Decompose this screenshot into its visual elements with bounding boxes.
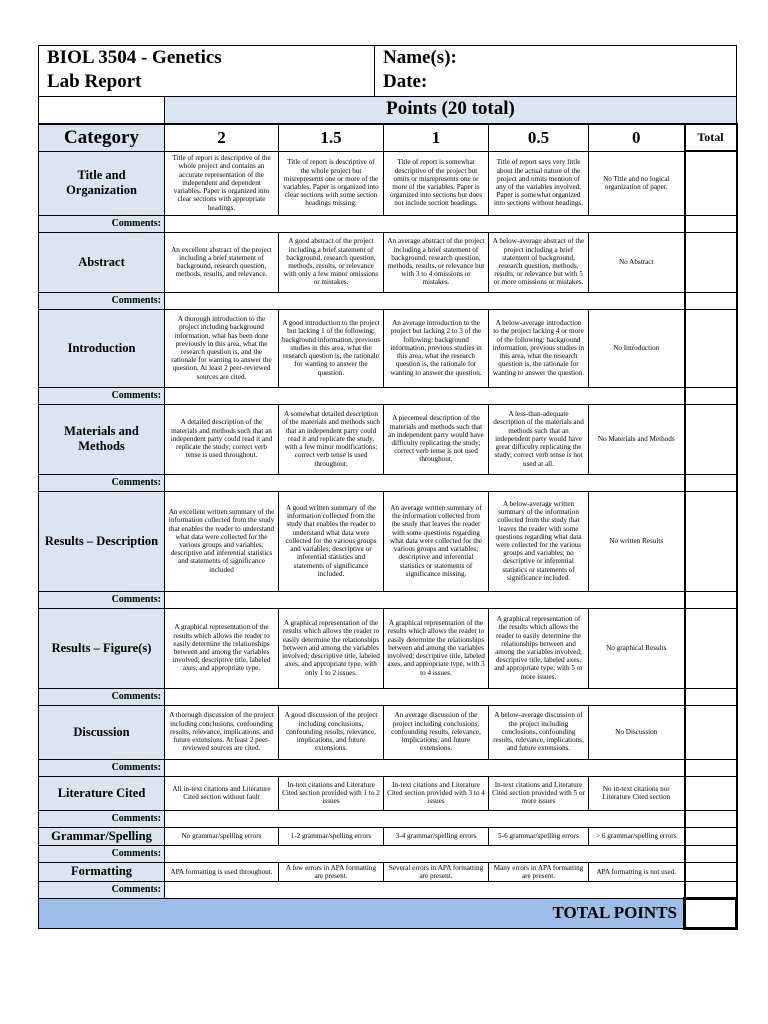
comments-field[interactable]	[165, 881, 685, 898]
points-header-blank	[39, 97, 165, 124]
comments-total-cell	[685, 845, 737, 862]
comments-row	[39, 215, 737, 232]
name-date-cell	[375, 46, 737, 97]
rubric-row	[39, 232, 737, 292]
comments-row	[39, 474, 737, 491]
comments-field[interactable]	[165, 215, 685, 232]
category-label: Materials and Methods	[39, 404, 165, 474]
row-total-cell[interactable]	[685, 827, 737, 845]
row-total-cell[interactable]	[685, 608, 737, 688]
category-label: Title and Organization	[39, 151, 165, 215]
rubric-row	[39, 404, 737, 474]
comments-label: Comments:	[39, 387, 165, 404]
comments-field[interactable]	[165, 845, 685, 862]
category-label: Formatting	[39, 862, 165, 881]
rubric-row	[39, 491, 737, 591]
comments-row	[39, 591, 737, 608]
points-1-5-header: 1.5	[279, 124, 384, 151]
rubric-row	[39, 776, 737, 810]
points-0-header: 0	[589, 124, 685, 151]
criteria-0: No Title and no logical organization of paper.	[589, 151, 685, 215]
total-points-box[interactable]	[685, 898, 737, 928]
criteria-0-5: A below-average discussion of the project including conclusions, confounding results, relevance, implications, and future extensions.	[489, 705, 589, 759]
criteria-0-5: 5-6 grammar/spelling errors	[489, 827, 589, 845]
criteria-0: No Discussion	[589, 705, 685, 759]
points-1-header: 1	[384, 124, 489, 151]
criteria-0: No in-text citations nor Literature Cited section	[589, 776, 685, 810]
criteria-1-5: In-text citations and Literature Cited section provided with 1 to 2 issues	[279, 776, 384, 810]
criteria-1: A piecemeal description of the materials and methods such that an independent party would have difficulty replicating the study; correct verb tense is not used throughout.	[384, 404, 489, 474]
criteria-1: Several errors in APA formatting are present.	[384, 862, 489, 881]
total-header: Total	[685, 124, 737, 151]
category-label: Results – Description	[39, 491, 165, 591]
category-label: Introduction	[39, 309, 165, 387]
comments-field[interactable]	[165, 591, 685, 608]
comments-total-cell	[685, 759, 737, 776]
row-total-cell[interactable]	[685, 776, 737, 810]
category-label: Abstract	[39, 232, 165, 292]
comments-total-cell	[685, 474, 737, 491]
rubric-row	[39, 862, 737, 881]
rubric-row	[39, 705, 737, 759]
comments-field[interactable]	[165, 688, 685, 705]
total-points-label: TOTAL POINTS	[39, 898, 685, 928]
row-total-cell[interactable]	[685, 705, 737, 759]
comments-label: Comments:	[39, 591, 165, 608]
criteria-2: No grammar/spelling errors	[165, 827, 279, 845]
criteria-0-5: A below-average abstract of the project including a brief statement of background, research question, methods, results, or relevance but with 5 or more omissions or mistakes.	[489, 232, 589, 292]
category-header: Category	[39, 124, 165, 151]
category-label: Grammar/Spelling	[39, 827, 165, 845]
criteria-1-5: A good introduction to the project but lacking 1 of the following: background information, previous studies in this area, what the research question is, the rationale for wanting to answer the question.	[279, 309, 384, 387]
category-label: Results – Figure(s)	[39, 608, 165, 688]
category-label: Literature Cited	[39, 776, 165, 810]
criteria-2: A detailed description of the materials and methods such that an independent party could read it and replicate the study; correct verb tense is used throughout.	[165, 404, 279, 474]
criteria-0-5: A below-average written summary of the information collected from the study that leaves the reader with some questions regarding what data were collected for the various groups and variables; no descriptive or inferential statistics or statements of significance included.	[489, 491, 589, 591]
comments-field[interactable]	[165, 759, 685, 776]
criteria-1: Title of report is somewhat descriptive of the project but omits or misrepresents one or more of the variables. Paper is organized into sections but does not include section headings.	[384, 151, 489, 215]
points-2-header: 2	[165, 124, 279, 151]
comments-row	[39, 845, 737, 862]
comments-label: Comments:	[39, 215, 165, 232]
criteria-0: No Abstract	[589, 232, 685, 292]
comments-field[interactable]	[165, 387, 685, 404]
rubric-page	[38, 45, 736, 930]
row-total-cell[interactable]	[685, 232, 737, 292]
criteria-0: No Materials and Methods	[589, 404, 685, 474]
criteria-1: An average abstract of the project including a brief statement of background, research question, methods, results, or relevance but with 3 to 4 omissions or mistakes.	[384, 232, 489, 292]
category-label: Discussion	[39, 705, 165, 759]
points-total-label: Points (20 total)	[165, 97, 737, 124]
date-label: Date:	[383, 71, 428, 92]
criteria-1-5: A few errors in APA formatting are present.	[279, 862, 384, 881]
criteria-1-5: 1-2 grammar/spelling errors	[279, 827, 384, 845]
comments-total-cell	[685, 688, 737, 705]
rubric-row	[39, 827, 737, 845]
comments-total-cell	[685, 810, 737, 827]
comments-row	[39, 292, 737, 309]
comments-field[interactable]	[165, 292, 685, 309]
row-total-cell[interactable]	[685, 151, 737, 215]
criteria-1-5: A good discussion of the project including conclusions, confounding results, relevance, implications, and future extensions.	[279, 705, 384, 759]
criteria-0-5: Title of report says very little about the actual nature of the project and omits mention of any of the variables involved. Paper is somewhat organized into sections without headings.	[489, 151, 589, 215]
criteria-0-5: A below-average introduction to the project lacking 4 or more of the following: background information, previous studies in this area, what the research question is, the rationale for wanting to answer the question.	[489, 309, 589, 387]
comments-field[interactable]	[165, 810, 685, 827]
comments-total-cell	[685, 591, 737, 608]
comments-row	[39, 881, 737, 898]
rubric-body	[39, 151, 737, 898]
criteria-0-5: Many errors in APA formatting are present.	[489, 862, 589, 881]
comments-row	[39, 810, 737, 827]
comments-total-cell	[685, 387, 737, 404]
header-table	[38, 45, 737, 97]
comments-row	[39, 759, 737, 776]
course-title-line1: BIOL 3504 - Genetics	[47, 47, 222, 68]
row-total-cell[interactable]	[685, 309, 737, 387]
rubric-row	[39, 608, 737, 688]
comments-row	[39, 387, 737, 404]
criteria-1-5: A graphical representation of the results which allows the reader to easily determine the relationships between and among the variables involved; descriptive title, labeled axes, and appropriate type, with only 1 to 2 issues.	[279, 608, 384, 688]
criteria-2: All in-text citations and Literature Cited section without fault	[165, 776, 279, 810]
names-label: Name(s):	[383, 47, 457, 68]
comments-total-cell	[685, 881, 737, 898]
criteria-1-5: A good written summary of the information collected from the study that enables the reader to understand what data were collected for the various groups and variables; descriptive or inferential statistics and statements of significance included.	[279, 491, 384, 591]
comments-label: Comments:	[39, 474, 165, 491]
criteria-1: An average introduction to the project but lacking 2 to 3 of the following: background information, previous studies in this area, what the research question is, the rationale for wanting to answer the question.	[384, 309, 489, 387]
points-0-5-header: 0.5	[489, 124, 589, 151]
criteria-1: 3-4 grammar/spelling errors	[384, 827, 489, 845]
criteria-1: A graphical representation of the results which allows the reader to easily determine the relationships between and among the variables involved; descriptive title, labeled axes, and appropriate type, with 3 to 4 issues.	[384, 608, 489, 688]
criteria-2: An excellent written summary of the information collected from the study that enables the reader to understand what data were collected for the various groups and variables; descriptive and inferential statistics and statements of significance included	[165, 491, 279, 591]
criteria-2: A thorough discussion of the project including conclusions, confounding results, relevance, implications, and future extensions. At least 2 peer-reviewed sources are cited.	[165, 705, 279, 759]
criteria-2: A thorough introduction to the project including background information, what has been done previously in this area, what the research question is, and the rationale for wanting to answer the question. At least 2 peer-reviewed sources are cited.	[165, 309, 279, 387]
criteria-0: > 6 grammar/spelling errors	[589, 827, 685, 845]
criteria-1-5: Title of report is descriptive of the whole project but misrepresents one or more of the variables. Paper is organized into clear sections with some section headings missing.	[279, 151, 384, 215]
comments-label: Comments:	[39, 759, 165, 776]
criteria-2: APA formatting is used throughout.	[165, 862, 279, 881]
comments-total-cell	[685, 215, 737, 232]
comments-label: Comments:	[39, 292, 165, 309]
criteria-1-5: A somewhat detailed description of the materials and methods such that an independent party could read it and replicate the study, with a few minor modifications; correct verb tense is used throughout.	[279, 404, 384, 474]
comments-row	[39, 688, 737, 705]
comments-label: Comments:	[39, 688, 165, 705]
criteria-0: APA formatting is not used.	[589, 862, 685, 881]
rubric-row	[39, 309, 737, 387]
comments-label: Comments:	[39, 881, 165, 898]
criteria-0-5: A graphical representation of the results which allows the reader to easily determine the relationships between and among the variables involved; descriptive title, labeled axes, and appropriate type, with 5 or more issues.	[489, 608, 589, 688]
criteria-0: No Introduction	[589, 309, 685, 387]
rubric-table	[38, 123, 738, 930]
criteria-0-5: In-text citations and Literature Cited section provided with 5 or more issues	[489, 776, 589, 810]
criteria-1-5: A good abstract of the project including a brief statement of background, research question, methods, results, or relevance with only a few minor omissions or mistakes.	[279, 232, 384, 292]
criteria-1: An average discussion of the project including conclusions, confounding results, relevance, implications, and future extensions.	[384, 705, 489, 759]
criteria-0: No graphical Results	[589, 608, 685, 688]
course-title	[39, 46, 375, 97]
criteria-1: An average written summary of the information collected from the study that leaves the reader with some questions regarding what data were collected for the various groups and variables; descriptive and inferential statistics or statements of significance missing.	[384, 491, 489, 591]
rubric-row	[39, 151, 737, 215]
row-total-cell[interactable]	[685, 404, 737, 474]
comments-total-cell	[685, 292, 737, 309]
criteria-1: In-text citations and Literature Cited section provided with 3 to 4 issues	[384, 776, 489, 810]
row-total-cell[interactable]	[685, 862, 737, 881]
course-title-line2: Lab Report	[47, 71, 142, 92]
criteria-0: No written Results	[589, 491, 685, 591]
comments-label: Comments:	[39, 845, 165, 862]
criteria-0-5: A less-than-adequate description of the materials and methods such that an independent party would have great difficulty replicating the study; correct verb tense is not used at all.	[489, 404, 589, 474]
criteria-2: Title of report is descriptive of the whole project and contains an accurate representation of the independent and dependent variables. Paper is organized into clear sections with appropriate headings.	[165, 151, 279, 215]
criteria-2: An excellent abstract of the project including a brief statement of background, research question, methods, results, and relevance.	[165, 232, 279, 292]
comments-label: Comments:	[39, 810, 165, 827]
row-total-cell[interactable]	[685, 491, 737, 591]
comments-field[interactable]	[165, 474, 685, 491]
criteria-2: A graphical representation of the results which allows the reader to easily determine the relationships between and among the variables involved; descriptive title, labeled axes, and appropriate type.	[165, 608, 279, 688]
points-header-table	[38, 96, 737, 124]
